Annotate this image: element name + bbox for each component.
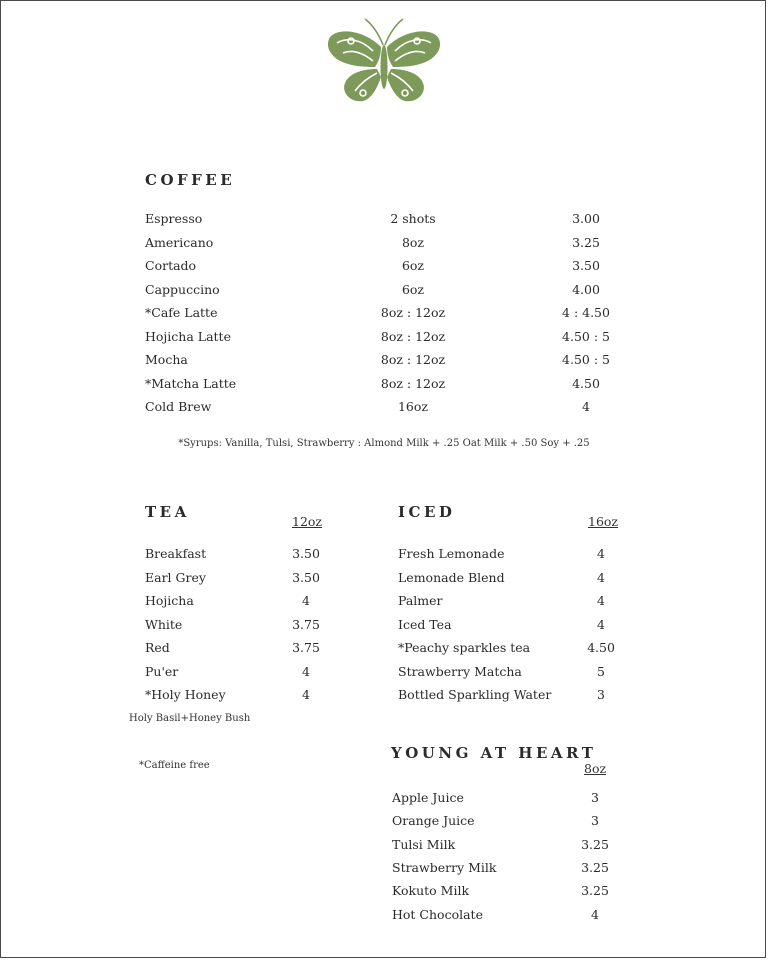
item-name: Earl Grey (145, 569, 206, 585)
young-heading: YOUNG AT HEART (391, 744, 597, 762)
item-price: 4.00 (572, 281, 600, 297)
coffee-note: *Syrups: Vanilla, Tulsi, Strawberry : Almond Milk + .25 Oat Milk + .50 Soy + .25 (178, 438, 590, 449)
item-price: 3 (591, 790, 599, 805)
item-size: 8oz : 12oz (380, 305, 446, 320)
item-name: Palmer (398, 593, 443, 608)
item-price: 4 (302, 663, 310, 679)
item-name: Bottled Sparkling Water (398, 687, 552, 702)
item-price: 3.50 (292, 546, 320, 561)
item-name: Americano (145, 234, 214, 250)
item-name: Pu'er (145, 663, 179, 679)
item-name: *Peachy sparkles tea (398, 640, 531, 655)
item-price: 4 (597, 546, 605, 561)
item-name: Breakfast (145, 546, 207, 561)
item-size: 6oz (401, 258, 425, 273)
item-name: Strawberry Milk (392, 859, 497, 875)
item-size: 16oz (397, 399, 429, 414)
item-size: 8oz : 12oz (380, 328, 446, 344)
item-price: 3.25 (581, 836, 609, 852)
item-price: 3.75 (292, 616, 320, 632)
item-price: 4 (302, 593, 310, 608)
item-price: 4 (597, 593, 605, 608)
item-name: Apple Juice (392, 790, 464, 805)
item-name: Cold Brew (145, 399, 212, 414)
item-name: *Matcha Latte (145, 375, 237, 391)
item-name: White (145, 616, 183, 632)
item-name: Tulsi Milk (392, 836, 456, 852)
item-price: 5 (597, 663, 605, 679)
item-price: 3.50 (292, 569, 320, 585)
item-name: Fresh Lemonade (398, 546, 505, 561)
item-name: Strawberry Matcha (398, 663, 522, 679)
item-name: Cortado (145, 258, 197, 273)
item-price: 4 (597, 569, 605, 585)
item-name: *Holy Honey (145, 687, 226, 702)
item-price: 3.75 (292, 640, 320, 655)
butterfly-icon (323, 17, 445, 105)
item-name: Orange Juice (392, 813, 475, 829)
tea-heading: TEA (145, 503, 190, 521)
young-size: 8oz (584, 761, 607, 776)
item-name: Mocha (145, 352, 188, 367)
item-price: 3.25 (572, 234, 600, 250)
item-price: 4.50 (572, 375, 600, 391)
item-price: 4 : 4.50 (562, 305, 610, 320)
item-name: Red (145, 640, 170, 655)
holy-honey-note: Holy Basil+Honey Bush (129, 713, 251, 724)
item-name: Lemonade Blend (398, 569, 505, 585)
item-price: 3 (591, 813, 599, 829)
item-size: 6oz (401, 281, 425, 297)
item-name: Hojicha Latte (145, 328, 231, 344)
caffeine-note: *Caffeine free (139, 760, 210, 771)
item-price: 4 (591, 906, 599, 922)
coffee-heading: COFFEE (145, 171, 236, 189)
item-name: Hojicha (145, 593, 194, 608)
item-name: Hot Chocolate (392, 906, 483, 922)
item-price: 3.00 (572, 211, 600, 226)
item-name: *Cafe Latte (145, 305, 218, 320)
item-price: 4 (582, 399, 590, 414)
tea-size: 12oz (292, 514, 323, 529)
item-price: 4.50 : 5 (562, 328, 610, 344)
item-price: 4.50 (587, 640, 615, 655)
item-size: 2 shots (390, 211, 436, 226)
item-name: Iced Tea (398, 616, 452, 632)
iced-size: 16oz (588, 514, 619, 529)
item-size: 8oz : 12oz (380, 375, 446, 391)
item-price: 3.25 (581, 883, 609, 899)
item-price: 3.50 (572, 258, 600, 273)
item-price: 4 (597, 616, 605, 632)
item-price: 4 (302, 687, 310, 702)
item-price: 4.50 : 5 (562, 352, 610, 367)
item-name: Cappuccino (145, 281, 220, 297)
item-price: 3.25 (581, 859, 609, 875)
item-size: 8oz : 12oz (380, 352, 446, 367)
item-name: Kokuto Milk (392, 883, 470, 899)
item-name: Espresso (145, 211, 203, 226)
item-size: 8oz (401, 234, 425, 250)
iced-heading: ICED (398, 503, 456, 521)
item-price: 3 (597, 687, 605, 702)
